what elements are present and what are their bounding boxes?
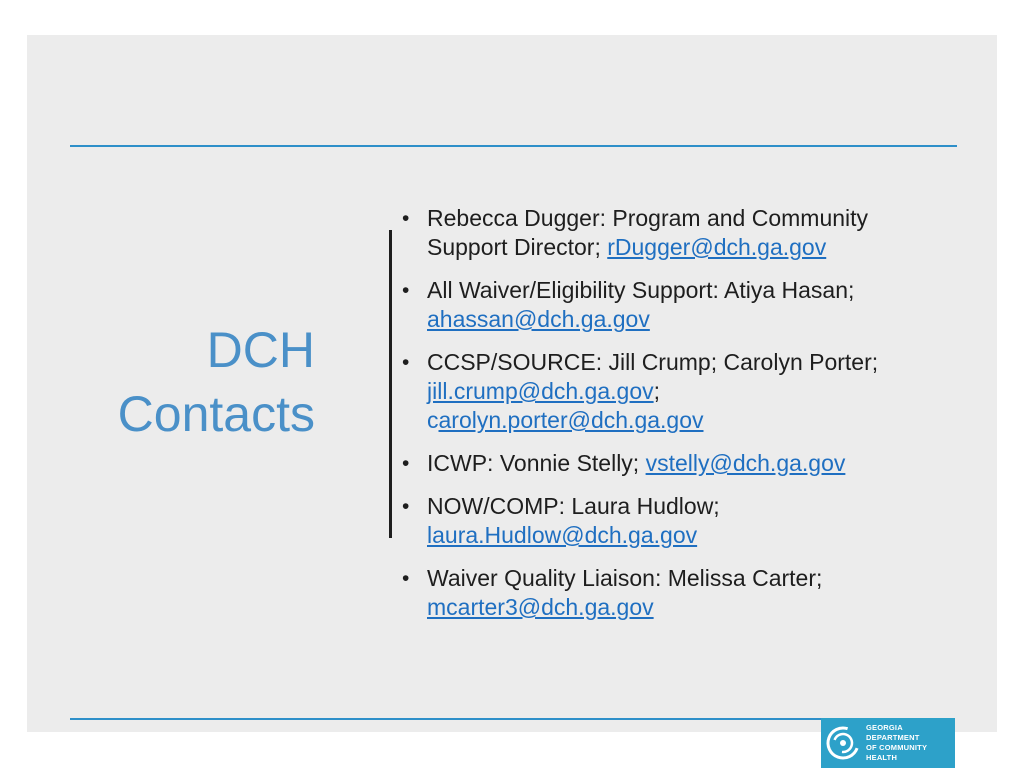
contacts-list xyxy=(400,204,940,636)
contact-item xyxy=(400,204,940,262)
top-rule xyxy=(70,145,957,147)
contact-text: Waiver Quality Liaison: Melissa Carter; xyxy=(427,565,823,591)
logo-line-2: OF COMMUNITY HEALTH xyxy=(866,743,928,762)
separator: ; xyxy=(653,378,660,404)
georgia-dch-logo xyxy=(821,718,955,768)
logo-text xyxy=(866,723,955,763)
contact-item xyxy=(400,449,940,478)
contact-text: Rebecca Dugger: Program and Community Support Director; xyxy=(427,205,869,260)
contact-item xyxy=(400,564,940,622)
contact-item xyxy=(400,348,940,435)
email-prefix: c xyxy=(427,407,439,433)
contact-text: NOW/COMP: Laura Hudlow; xyxy=(427,493,720,519)
title-line-2: Contacts xyxy=(117,386,315,442)
email-link[interactable]: rDugger@dch.ga.gov xyxy=(607,234,827,260)
bottom-rule xyxy=(70,718,830,720)
contact-text: All Waiver/Eligibility Support: Atiya Hasan; xyxy=(427,277,855,303)
contact-item xyxy=(400,276,940,334)
email-link[interactable]: vstelly@dch.ga.gov xyxy=(645,450,846,476)
slide-title xyxy=(60,318,315,446)
email-link[interactable]: ahassan@dch.ga.gov xyxy=(427,306,650,332)
logo-line-1: GEORGIA DEPARTMENT xyxy=(866,723,920,742)
vertical-divider xyxy=(389,230,392,538)
contact-item xyxy=(400,492,940,550)
logo-icon xyxy=(825,725,861,761)
email-link[interactable]: mcarter3@dch.ga.gov xyxy=(427,594,654,620)
email-link[interactable]: jill.crump@dch.ga.gov xyxy=(427,378,654,404)
email-link[interactable]: arolyn.porter@dch.ga.gov xyxy=(438,407,704,433)
email-link[interactable]: laura.Hudlow@dch.ga.gov xyxy=(427,522,698,548)
contact-text: ICWP: Vonnie Stelly; xyxy=(427,450,646,476)
contact-text: CCSP/SOURCE: Jill Crump; Carolyn Porter; xyxy=(427,349,879,375)
title-line-1: DCH xyxy=(206,322,315,378)
